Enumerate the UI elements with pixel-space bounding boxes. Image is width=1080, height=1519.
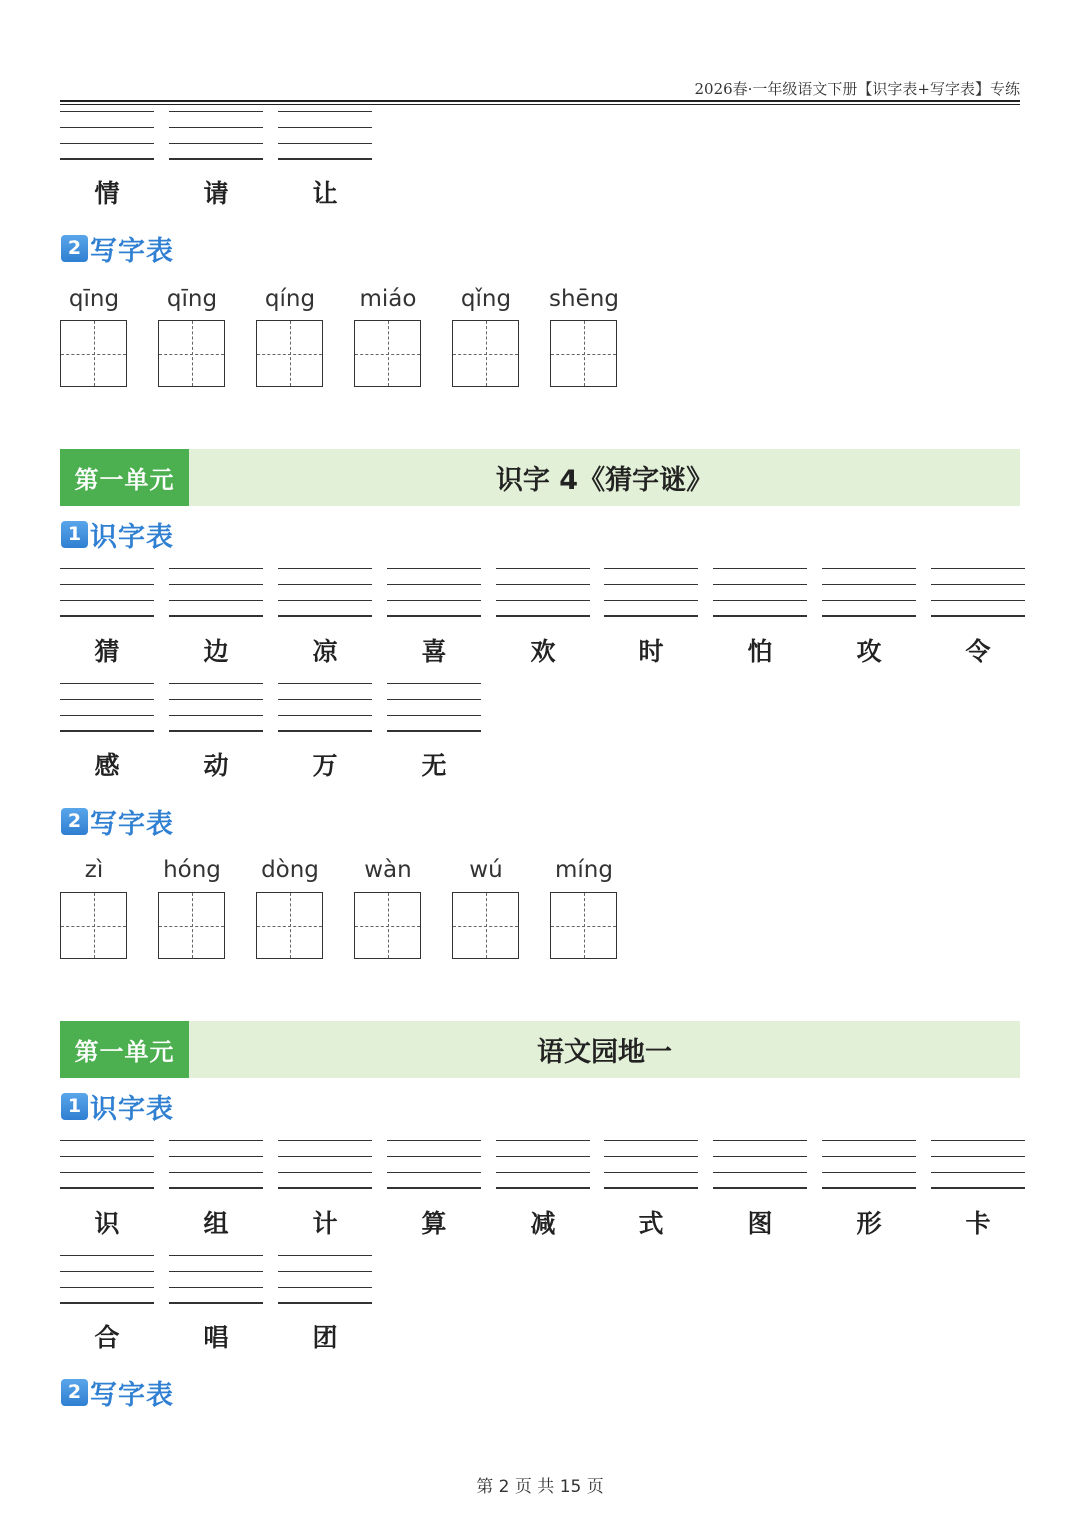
pinyin-label: zì xyxy=(84,857,104,883)
lesson4-recog-section-label xyxy=(61,518,174,553)
recognition-char: 无 xyxy=(421,751,447,780)
pinyin-writing-lines[interactable] xyxy=(496,1140,590,1188)
pinyin-label: qíng xyxy=(264,286,316,312)
pinyin-label: qīng xyxy=(166,286,218,312)
section-number-badge: 2 xyxy=(61,235,88,262)
pinyin-label: míng xyxy=(555,857,613,883)
recognition-char: 欢 xyxy=(530,637,556,666)
pinyin-writing-lines[interactable] xyxy=(60,568,154,616)
recognition-char: 唱 xyxy=(203,1323,229,1352)
pinyin-label: wàn xyxy=(364,857,412,883)
recognition-char: 识 xyxy=(94,1209,120,1238)
tianzige-writing-box[interactable] xyxy=(60,320,127,387)
lesson-title: 语文园地一 xyxy=(537,1037,672,1068)
section-label-text: 识字表 xyxy=(90,521,174,553)
tianzige-writing-box[interactable] xyxy=(452,892,519,959)
pinyin-writing-lines[interactable] xyxy=(387,568,481,616)
section-number-badge: 2 xyxy=(61,808,88,835)
page-footer: 第 2 页 共 15 页 xyxy=(476,1477,604,1497)
pinyin-writing-lines[interactable] xyxy=(387,1140,481,1188)
recognition-char: 边 xyxy=(203,637,229,666)
lesson4-write-section-label xyxy=(61,805,174,840)
pinyin-label: qǐng xyxy=(460,286,512,312)
recognition-char: 卡 xyxy=(965,1209,991,1238)
header-rule xyxy=(60,100,1020,102)
pinyin-writing-lines[interactable] xyxy=(931,568,1025,616)
pinyin-writing-lines[interactable] xyxy=(604,1140,698,1188)
pinyin-writing-lines[interactable] xyxy=(60,683,154,731)
recognition-char: 团 xyxy=(312,1323,338,1352)
recognition-char: 让 xyxy=(312,179,338,208)
recognition-char: 时 xyxy=(638,637,664,666)
recognition-char: 情 xyxy=(94,179,120,208)
pinyin-label: qīng xyxy=(68,286,120,312)
pinyin-writing-lines[interactable] xyxy=(387,683,481,731)
tianzige-writing-box[interactable] xyxy=(452,320,519,387)
tianzige-writing-box[interactable] xyxy=(256,892,323,959)
recognition-char: 怕 xyxy=(747,637,773,666)
recognition-char: 计 xyxy=(312,1209,338,1238)
recognition-char: 动 xyxy=(203,751,229,780)
section-label-text: 识字表 xyxy=(90,1093,174,1125)
pinyin-writing-lines[interactable] xyxy=(604,568,698,616)
top-write-section-label xyxy=(61,232,174,267)
recognition-char: 算 xyxy=(421,1209,447,1238)
tianzige-writing-box[interactable] xyxy=(256,320,323,387)
recognition-char: 图 xyxy=(747,1209,773,1238)
unit-tag: 第一单元 xyxy=(60,449,189,506)
pinyin-writing-lines[interactable] xyxy=(60,111,154,159)
recognition-char: 喜 xyxy=(421,637,447,666)
section-number-badge: 2 xyxy=(61,1379,88,1406)
garden-write-section-label xyxy=(61,1376,174,1411)
recognition-char: 感 xyxy=(94,751,120,780)
recognition-char: 形 xyxy=(856,1209,882,1238)
pinyin-writing-lines[interactable] xyxy=(169,568,263,616)
section-label-text: 写字表 xyxy=(90,1379,174,1411)
recognition-char: 组 xyxy=(203,1209,229,1238)
recognition-char: 合 xyxy=(94,1323,120,1352)
lesson4-banner xyxy=(60,449,1020,506)
section-number-badge: 1 xyxy=(61,1093,88,1120)
garden-recog-section-label xyxy=(61,1090,174,1125)
document-header-title: 2026春·一年级语文下册【识字表+写字表】专练 xyxy=(694,80,1020,98)
pinyin-writing-lines[interactable] xyxy=(278,1255,372,1303)
tianzige-writing-box[interactable] xyxy=(354,320,421,387)
header-rule-thin xyxy=(60,104,1020,105)
recognition-char: 猜 xyxy=(94,637,120,666)
section-label-text: 写字表 xyxy=(90,235,174,267)
tianzige-writing-box[interactable] xyxy=(550,892,617,959)
pinyin-label: miáo xyxy=(359,286,417,312)
pinyin-writing-lines[interactable] xyxy=(822,568,916,616)
unit-tag: 第一单元 xyxy=(60,1021,189,1078)
recognition-char: 万 xyxy=(312,751,338,780)
pinyin-writing-lines[interactable] xyxy=(822,1140,916,1188)
pinyin-writing-lines[interactable] xyxy=(60,1255,154,1303)
garden-banner xyxy=(60,1021,1020,1078)
tianzige-writing-box[interactable] xyxy=(158,320,225,387)
section-number-badge: 1 xyxy=(61,521,88,548)
recognition-char: 凉 xyxy=(312,637,338,666)
pinyin-writing-lines[interactable] xyxy=(169,111,263,159)
lesson-title: 识字 4《猜字谜》 xyxy=(495,465,714,496)
recognition-char: 令 xyxy=(965,637,991,666)
pinyin-writing-lines[interactable] xyxy=(278,683,372,731)
pinyin-label: shēng xyxy=(549,286,619,312)
pinyin-writing-lines[interactable] xyxy=(278,1140,372,1188)
pinyin-writing-lines[interactable] xyxy=(496,568,590,616)
pinyin-writing-lines[interactable] xyxy=(60,1140,154,1188)
tianzige-writing-box[interactable] xyxy=(354,892,421,959)
pinyin-writing-lines[interactable] xyxy=(169,683,263,731)
tianzige-writing-box[interactable] xyxy=(60,892,127,959)
recognition-char: 攻 xyxy=(856,637,882,666)
pinyin-label: hóng xyxy=(163,857,221,883)
tianzige-writing-box[interactable] xyxy=(550,320,617,387)
section-label-text: 写字表 xyxy=(90,808,174,840)
pinyin-writing-lines[interactable] xyxy=(278,111,372,159)
pinyin-writing-lines[interactable] xyxy=(713,1140,807,1188)
recognition-char: 式 xyxy=(638,1209,664,1238)
recognition-char: 减 xyxy=(530,1209,556,1238)
tianzige-writing-box[interactable] xyxy=(158,892,225,959)
pinyin-writing-lines[interactable] xyxy=(169,1140,263,1188)
pinyin-label: wú xyxy=(469,857,503,883)
pinyin-writing-lines[interactable] xyxy=(713,568,807,616)
recognition-char: 请 xyxy=(203,179,229,208)
pinyin-writing-lines[interactable] xyxy=(169,1255,263,1303)
pinyin-writing-lines[interactable] xyxy=(931,1140,1025,1188)
pinyin-writing-lines[interactable] xyxy=(278,568,372,616)
pinyin-label: dòng xyxy=(261,857,319,883)
